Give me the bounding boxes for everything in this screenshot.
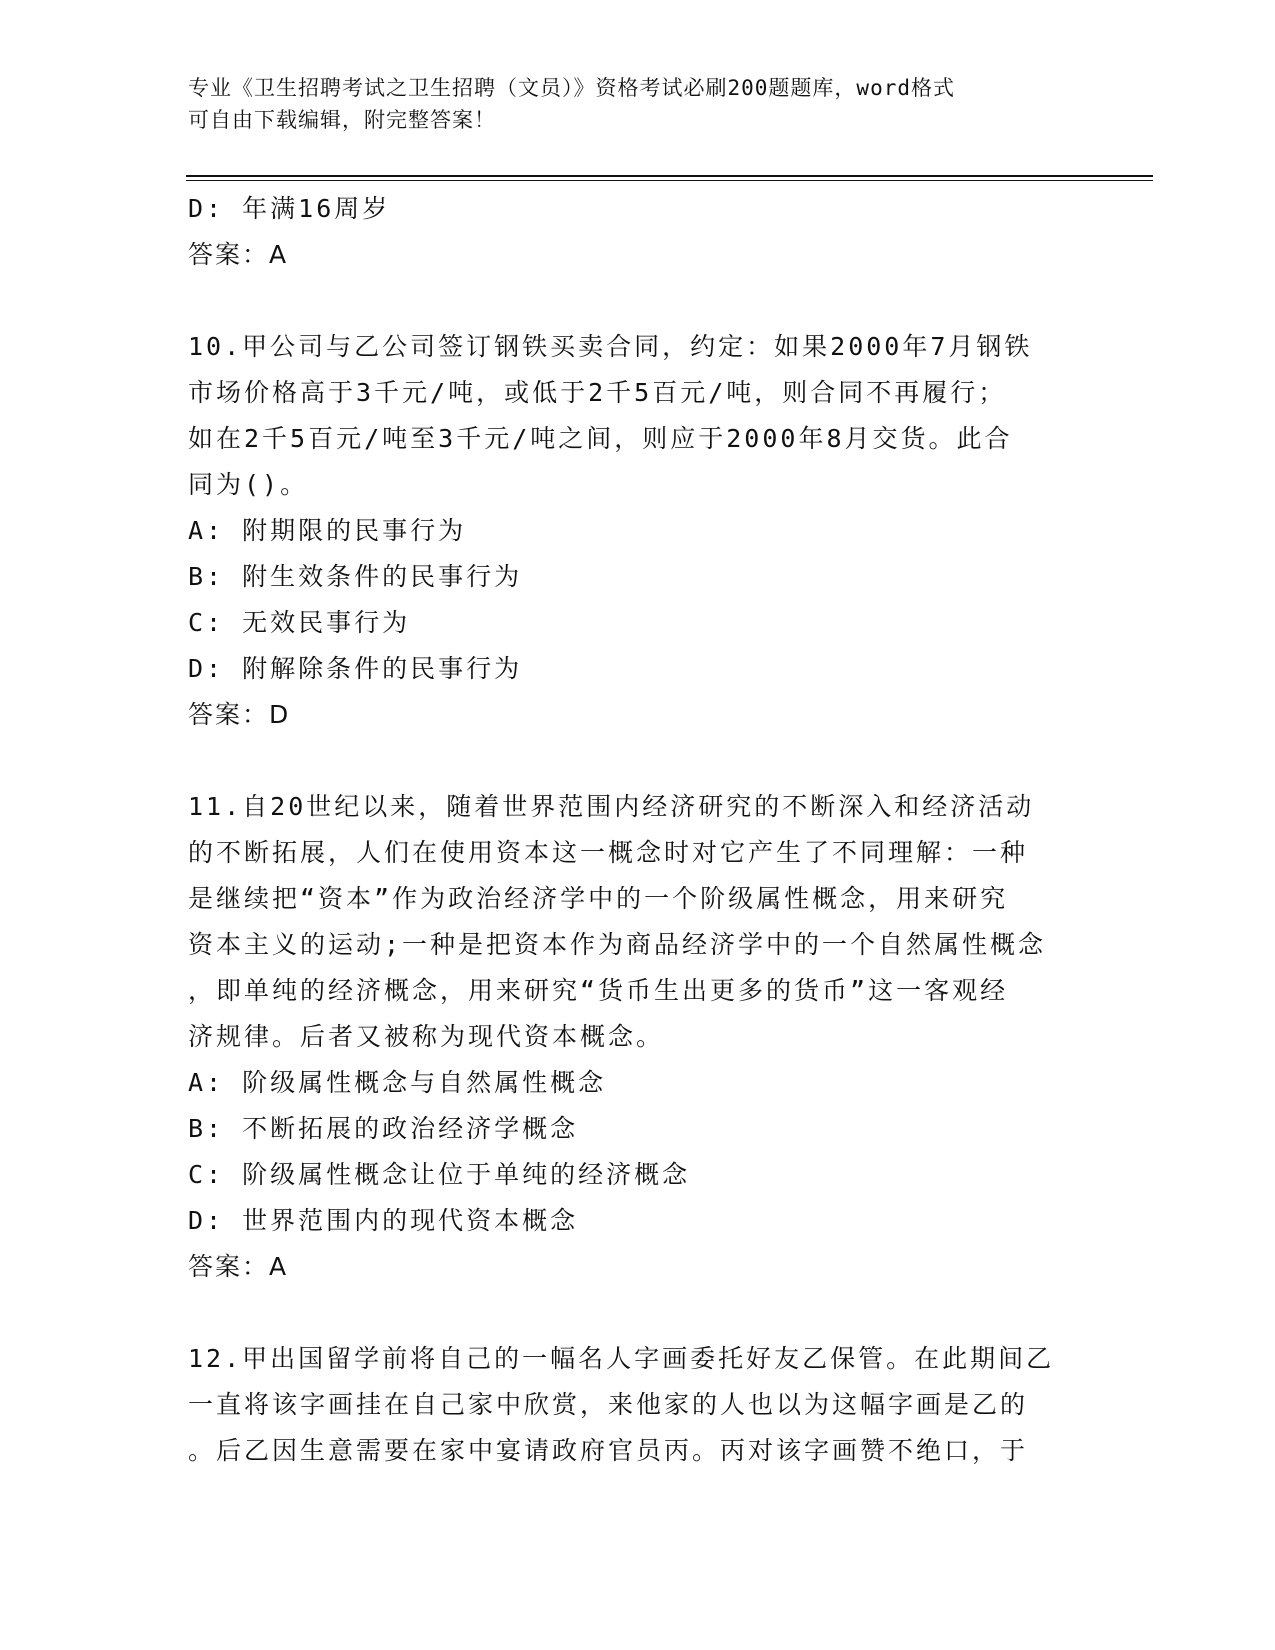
spacer [188,278,1088,324]
option-d: D: 世界范围内的现代资本概念 [188,1206,579,1235]
question-text-line: 11.自20世纪以来，随着世界范围内经济研究的不断深入和经济活动 [188,792,1035,821]
question-text-line: 。后乙因生意需要在家中宴请政府官员丙。丙对该字画赞不绝口，于 [188,1436,1029,1465]
question-text-line: 同为()。 [188,470,309,499]
question-text-line: ，即单纯的经济概念，用来研究“货币生出更多的货币”这一客观经 [188,976,1009,1005]
option-b: B: 附生效条件的民事行为 [188,562,523,591]
header-line-1: 专业《卫生招聘考试之卫生招聘（文员）》资格考试必刷200题题库，word格式 [188,76,955,100]
option-b: B: 不断拓展的政治经济学概念 [188,1114,579,1143]
header-line-2: 可自由下载编辑，附完整答案！ [188,108,496,132]
option-d: D: 年满16周岁 [188,194,391,223]
answer-line: 答案：A [188,1252,289,1281]
question-text-line: 资本主义的运动;一种是把资本作为商品经济学中的一个自然属性概念 [188,930,1047,959]
question-10 [188,324,1088,738]
option-c: C: 无效民事行为 [188,608,411,637]
header-rule-thick [186,175,1153,177]
question-text-line: 10.甲公司与乙公司签订钢铁买卖合同，约定：如果2000年7月钢铁 [188,332,1033,361]
question-9-tail [188,186,1088,278]
spacer [188,738,1088,784]
question-text-line: 济规律。后者又被称为现代资本概念。 [188,1022,665,1051]
question-text-line: 12.甲出国留学前将自己的一幅名人字画委托好友乙保管。在此期间乙 [188,1344,1055,1373]
question-text-line: 的不断拓展，人们在使用资本这一概念时对它产生了不同理解：一种 [188,838,1029,867]
option-c: C: 阶级属性概念让位于单纯的经济概念 [188,1160,691,1189]
question-11 [188,784,1088,1290]
option-d: D: 附解除条件的民事行为 [188,654,523,683]
header-rule-thin [186,180,1153,181]
question-text-line: 如在2千5百元/吨至3千元/吨之间，则应于2000年8月交货。此合 [188,424,1013,453]
question-text-line: 市场价格高于3千元/吨，或低于2千5百元/吨，则合同不再履行； [188,378,1007,407]
page-header [188,72,1068,136]
answer-line: 答案：D [188,700,291,729]
question-text-line: 是继续把“资本”作为政治经济学中的一个阶级属性概念，用来研究 [188,884,1009,913]
question-12 [188,1336,1088,1474]
question-text-line: 一直将该字画挂在自己家中欣赏，来他家的人也以为这幅字画是乙的 [188,1390,1029,1419]
answer-line: 答案：A [188,240,289,269]
option-a: A: 附期限的民事行为 [188,516,467,545]
document-body [188,186,1088,1474]
spacer [188,1290,1088,1336]
option-a: A: 阶级属性概念与自然属性概念 [188,1068,607,1097]
